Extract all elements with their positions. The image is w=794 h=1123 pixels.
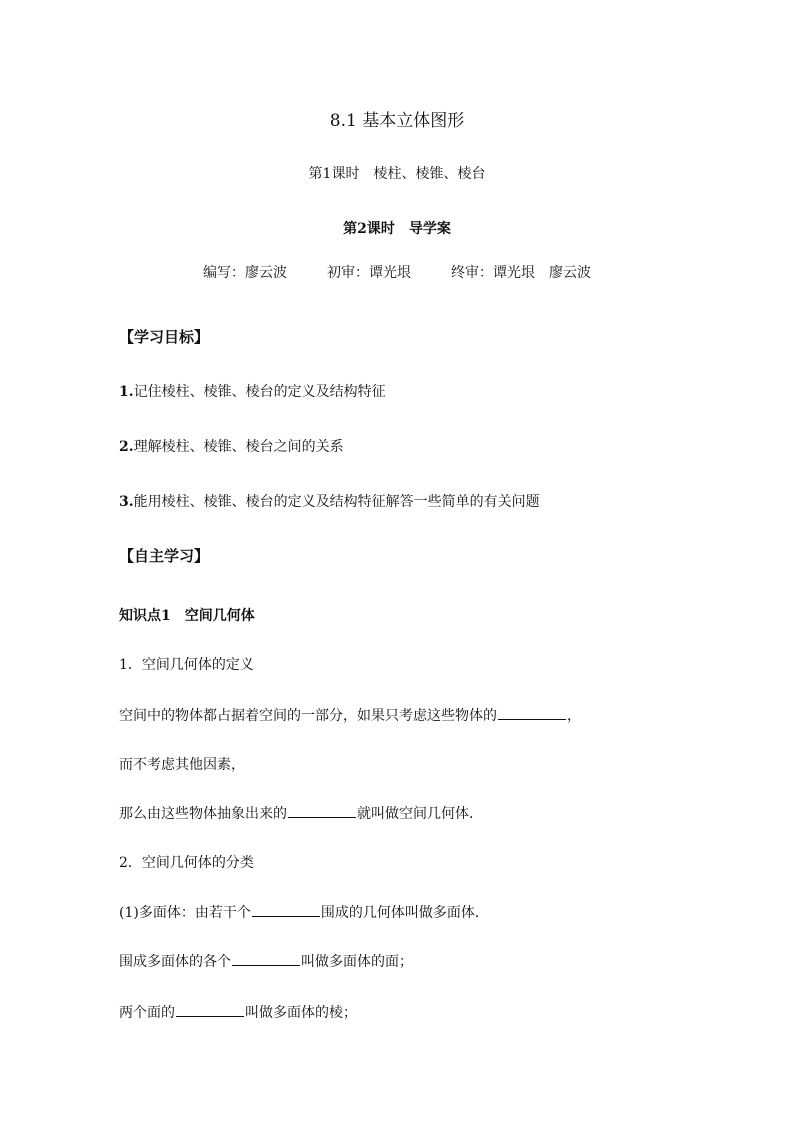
first-review: 初审：谭光垠 xyxy=(327,265,411,281)
goal-item xyxy=(119,436,344,456)
lesson-subtitle: 第1课时 棱柱、棱锥、棱台 xyxy=(308,166,486,182)
editor: 编写：廖云波 xyxy=(203,265,287,281)
goal-text: 能用棱柱、棱锥、棱台的定义及结构特征解答一些简单的有关问题 xyxy=(133,494,540,510)
text: (1)多面体：由若干个 xyxy=(119,905,251,921)
paragraph-line xyxy=(119,803,483,823)
definition-heading: 1．空间几何体的定义 xyxy=(119,657,254,673)
goal-item xyxy=(119,491,540,511)
goal-text: 理解棱柱、棱锥、棱台之间的关系 xyxy=(133,439,344,455)
text: 那么由这些物体抽象出来的 xyxy=(119,806,287,822)
goal-number: 1. xyxy=(119,384,134,400)
text: 围成的几何体叫做多面体． xyxy=(320,905,489,921)
knowledge-point-heading: 知识点1 空间几何体 xyxy=(119,608,255,624)
text: 两个面的 xyxy=(119,1005,175,1021)
text: 围成多面体的各个 xyxy=(119,954,231,970)
fill-blank[interactable] xyxy=(288,805,356,818)
self-study-heading: 【自主学习】 xyxy=(119,547,210,565)
text: 就叫做空间几何体． xyxy=(357,806,483,822)
classification-heading: 2．空间几何体的分类 xyxy=(119,855,254,871)
authors-line xyxy=(0,262,794,282)
fill-blank[interactable] xyxy=(176,1004,244,1017)
final-review: 终审：谭光垠 廖云波 xyxy=(451,265,591,281)
lesson-subtitle-2: 第2课时 导学案 xyxy=(343,221,451,237)
fill-blank[interactable] xyxy=(498,707,566,720)
text: 叫做多面体的棱； xyxy=(245,1005,357,1021)
page-title: 8.1 基本立体图形 xyxy=(329,111,465,131)
paragraph-line xyxy=(119,705,581,725)
text: ， xyxy=(567,708,581,724)
paragraph-line xyxy=(119,902,489,922)
goal-text: 记住棱柱、棱锥、棱台的定义及结构特征 xyxy=(133,384,386,400)
fill-blank[interactable] xyxy=(252,904,320,917)
goals-heading: 【学习目标】 xyxy=(119,328,210,346)
fill-blank[interactable] xyxy=(232,953,300,966)
goal-number: 2. xyxy=(119,439,134,455)
text: 叫做多面体的面； xyxy=(301,954,413,970)
paragraph-line xyxy=(119,1002,357,1022)
goal-item xyxy=(119,381,386,401)
text: 空间中的物体都占据着空间的一部分，如果只考虑这些物体的 xyxy=(119,708,497,724)
paragraph-line xyxy=(119,951,413,971)
paragraph-line: 而不考虑其他因素， xyxy=(119,757,245,773)
goal-number: 3. xyxy=(119,494,134,510)
